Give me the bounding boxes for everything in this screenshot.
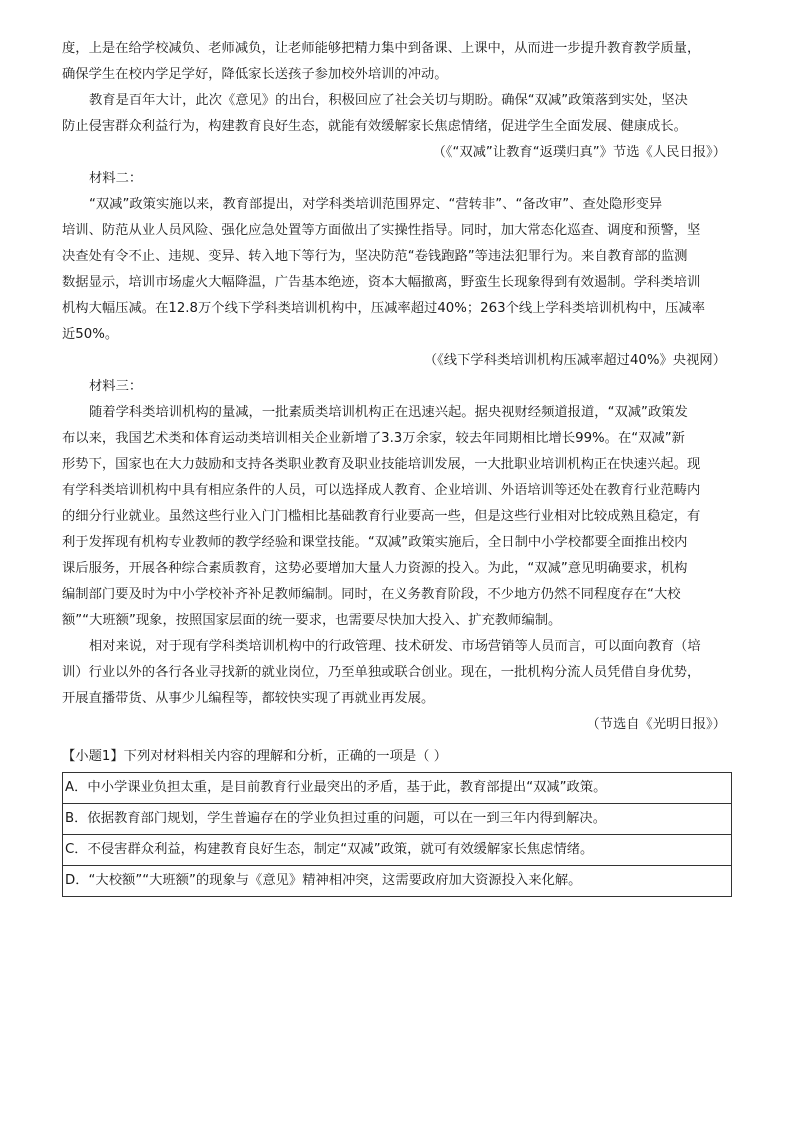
text-line: 课后服务，开展各种综合素质教育，这势必要增加大量人力资源的投入。为此，“双减”意见明确要求，机构 (62, 561, 688, 576)
source-citation-2: （《线下学科类培训机构压减率超过40%》央视网） (423, 353, 726, 368)
paragraph-5 (62, 634, 732, 712)
material-2-label: 材料二： (89, 171, 143, 186)
text-line: 随着学科类培训机构的量减，一批素质类培训机构正在迅速兴起。据央视财经频道报道，“双减”政策发 (89, 405, 688, 420)
text-line: 的细分行业就业。虽然这些行业入门门槛相比基础教育行业要高一些，但是这些行业相对比较成熟且稳定，有 (62, 509, 701, 524)
source-citation-3: （节选自《光明日报》） (586, 717, 726, 732)
text-line: 训）行业以外的各行各业寻找新的就业岗位，乃至单独或联合创业。现在，一批机构分流人员凭借自身优势， (62, 665, 701, 680)
text-line: 编制部门要及时为中小学校补齐补足教师编制。同时，在义务教育阶段，不少地方仍然不同程度存在“大校 (62, 587, 681, 602)
text-line: 开展直播带货、从事少儿编程等，都较快实现了再就业再发展。 (62, 691, 435, 706)
text-line: 确保学生在校内学足学好，降低家长送孩子参加校外培训的冲动。 (62, 67, 448, 82)
document-body (62, 36, 732, 897)
text-line: 决查处有令不止、违规、变异、转入地下等行为，坚决防范“卷钱跑路”等违法犯罪行为。来自教育部的监测 (62, 249, 688, 264)
paragraph-2 (62, 88, 732, 140)
text-line: 利于发挥现有机构专业教师的教学经验和课堂技能。“双减”政策实施后，全日制中小学校都要全面推出校内 (62, 535, 688, 550)
paragraph-3 (62, 192, 732, 348)
option-a[interactable]: A．中小学课业负担太重，是目前教育行业最突出的矛盾，基于此，教育部提出“双减”政策。 (63, 773, 731, 804)
answer-options-table (62, 772, 732, 897)
text-line: 有学科类培训机构中具有相应条件的人员，可以选择成人教育、企业培训、外语培训等还处在教育行业范畴内 (62, 483, 701, 498)
text-line: 相对来说，对于现有学科类培训机构中的行政管理、技术研发、市场营销等人员而言，可以面向教育（培 (89, 639, 701, 654)
text-line: 近50%。 (62, 327, 119, 342)
text-line: 机构大幅压减。在12.8万个线下学科类培训机构中，压减率超过40%；263个线上学科类培训机构中，压减率 (62, 301, 706, 316)
text-line: 防止侵害群众利益行为，构建教育良好生态，就能有效缓解家长焦虑情绪，促进学生全面发展、健康成长。 (62, 119, 687, 134)
question-stem: 【小题1】下列对材料相关内容的理解和分析，正确的一项是（ ） (62, 749, 447, 764)
source-citation-1: （《“双减”让教育“返璞归真”》节选《人民日报》） (432, 145, 726, 160)
text-line: 度，上是在给学校减负、老师减负，让老师能够把精力集中到备课、上课中，从而进一步提升教育教学质量， (62, 41, 701, 56)
text-line: 布以来，我国艺术类和体育运动类培训相关企业新增了3.3万余家，较去年同期相比增长99%。在“双减”新 (62, 431, 685, 446)
text-line: 教育是百年大计，此次《意见》的出台，积极回应了社会关切与期盼。确保“双减”政策落到实处，坚决 (89, 93, 688, 108)
paragraph-4 (62, 400, 732, 634)
text-line: 培训、防范从业人员风险、强化应急处置等方面做出了实操性指导。同时，加大常态化巡查、调度和预警，坚 (62, 223, 701, 238)
material-3-label: 材料三： (89, 379, 143, 394)
text-line: 额”“大班额”现象，按照国家层面的统一要求，也需要尽快加大投入、扩充教师编制。 (62, 613, 562, 628)
option-b[interactable]: B．依据教育部门规划，学生普遍存在的学业负担过重的问题，可以在一到三年内得到解决。 (63, 804, 731, 835)
text-line: “双减”政策实施以来，教育部提出，对学科类培训范围界定、“营转非”、“备改审”、查处隐形变异 (89, 197, 663, 212)
text-line: 形势下，国家也在大力鼓励和支持各类职业教育及职业技能培训发展，一大批职业培训机构正在快速兴起。现 (62, 457, 701, 472)
paragraph-1 (62, 36, 732, 88)
text-line: 数据显示，培训市场虚火大幅降温，广告基本绝迹，资本大幅撤离，野蛮生长现象得到有效遏制。学科类培训 (62, 275, 701, 290)
option-d[interactable]: D．“大校额”“大班额”的现象与《意见》精神相冲突，这需要政府加大资源投入来化解。 (65, 873, 582, 888)
option-c[interactable]: C．不侵害群众利益，构建教育良好生态，制定“双减”政策，就可有效缓解家长焦虑情绪。 (63, 835, 731, 866)
